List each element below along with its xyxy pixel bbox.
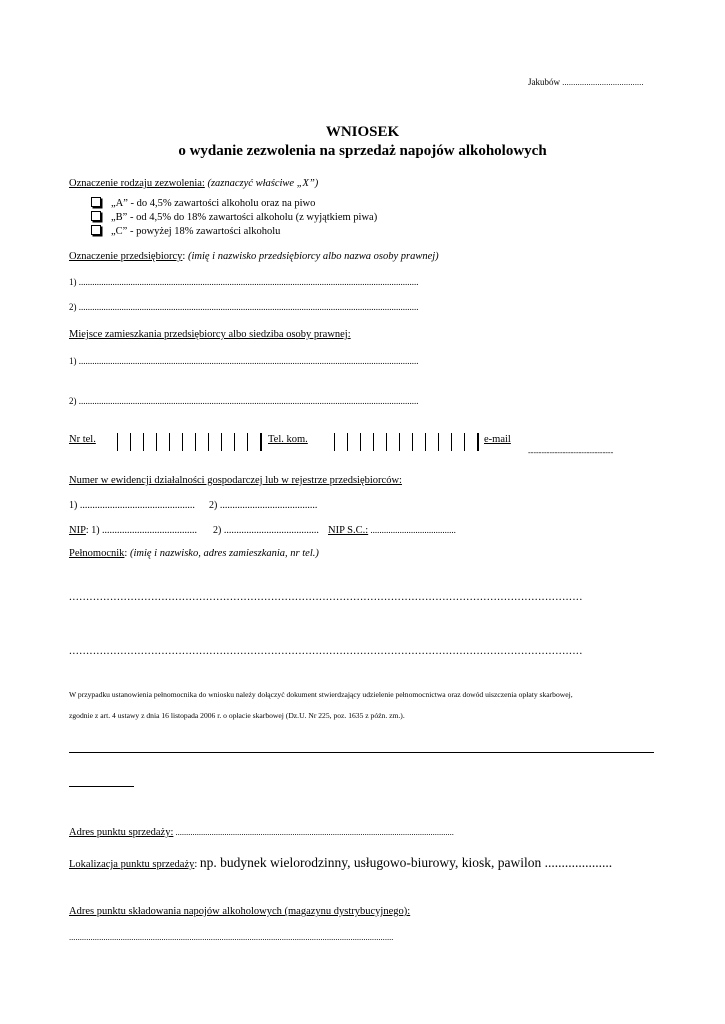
storage-label: Adres punktu składowania napojów alkoholowych (magazynu dystrybucyjnego): — [69, 906, 411, 917]
phone-digit-boxes[interactable] — [117, 433, 262, 451]
entrepreneur-field-1[interactable]: 1) ....................................................................................................................................................... — [69, 277, 419, 287]
residence-label: Miejsce zamieszkania przedsiębiorcy albo siedziba osoby prawnej: — [69, 329, 351, 340]
residence-field-1[interactable]: 1) ....................................................................................................................................................... — [69, 356, 419, 366]
attorney-note-line-1: W przypadku ustanowienia pełnomocnika do wniosku należy dołączyć dokument stwierdzający udzielenie pełnomocnictwa oraz dowód uiszczenia opłaty skarbowej, — [69, 690, 573, 699]
attorney-section: Pełnomocnik: (imię i nazwisko, adres zamieszkania, nr tel.) — [69, 548, 319, 559]
email-label: e-mail — [484, 434, 511, 445]
permit-option-b[interactable]: „B” - od 4,5% do 18% zawartości alkoholu (z wyjątkiem piwa) — [91, 211, 377, 223]
email-field[interactable]: -------------------------------- — [528, 448, 614, 457]
phone-label: Nr tel. — [69, 434, 96, 445]
permit-type-section — [69, 178, 318, 189]
nip-sc-field[interactable]: ...................................... — [368, 525, 456, 535]
permit-type-label: Oznaczenie rodzaju zezwolenia: — [69, 178, 205, 189]
checkbox-icon[interactable] — [91, 197, 101, 207]
entrepreneur-field-2[interactable]: 2) ....................................................................................................................................................... — [69, 302, 419, 312]
mobile-label: Tel. kom. — [268, 434, 308, 445]
form-subtitle: o wydanie zezwolenia na sprzedaż napojów alkoholowych — [178, 143, 547, 159]
permit-option-a[interactable]: „A” - do 4,5% zawartości alkoholu oraz na piwo — [91, 197, 315, 209]
registry-field-1[interactable]: 1) .............................................. — [69, 500, 195, 511]
mobile-digit-boxes[interactable] — [334, 433, 479, 451]
registry-label: Numer w ewidencji działalności gospodarczej lub w rejestrze przedsiębiorców: — [69, 475, 402, 486]
attorney-hint: (imię i nazwisko, adres zamieszkania, nr tel.) — [129, 548, 319, 559]
sale-address-field[interactable]: ................................................................................................................................... — [173, 827, 454, 837]
sale-location-row: Lokalizacja punktu sprzedaży: np. budynek wielorodzinny, usługowo-biurowy, kiosk, pawilon .................... — [69, 855, 613, 870]
permit-type-hint: (zaznaczyć właściwe „X”) — [207, 178, 319, 189]
nip-sc-label: NIP S.C.: — [328, 525, 369, 536]
sale-location-field[interactable]: np. budynek wielorodzinny, usługowo-biurowy, kiosk, pawilon .................... — [199, 855, 613, 870]
residence-field-2[interactable]: 2) ....................................................................................................................................................... — [69, 396, 419, 406]
entrepreneur-section: Oznaczenie przedsiębiorcy: (imię i nazwisko przedsiębiorcy albo nazwa osoby prawnej) — [69, 251, 439, 262]
checkbox-icon[interactable] — [91, 211, 101, 221]
storage-field[interactable]: ....................................................................................................................................................... — [69, 932, 394, 942]
nip-sc-row — [328, 525, 456, 536]
attorney-note-line-2: zgodnie z art. 4 ustawy z dnia 16 listopada 2006 r. o opłacie skarbowej (Dz.U. Nr 225, poz. 1635 z późn. zm.). — [69, 711, 405, 720]
entrepreneur-label: Oznaczenie przedsiębiorcy — [69, 251, 183, 262]
separator-line-short — [69, 786, 134, 787]
place-label: Jakubów — [528, 77, 560, 87]
sale-address-row — [69, 827, 454, 838]
place-dots: ..................................... — [562, 78, 644, 87]
place-date-field[interactable] — [528, 77, 644, 87]
attorney-field-1[interactable]: ...................................................................................................................................................... — [69, 591, 583, 603]
registry-field-2[interactable]: 2) ....................................... — [209, 500, 318, 511]
form-title: WNIOSEK — [325, 124, 400, 140]
attorney-field-2[interactable]: ...................................................................................................................................................... — [69, 645, 583, 657]
sale-address-label: Adres punktu sprzedaży: — [69, 827, 174, 838]
permit-option-c[interactable]: „C” - powyżej 18% zawartości alkoholu — [91, 225, 280, 237]
entrepreneur-hint: (imię i nazwisko przedsiębiorcy albo nazwa osoby prawnej) — [187, 251, 439, 262]
separator-line — [69, 752, 654, 753]
attorney-label: Pełnomocnik — [69, 548, 125, 559]
nip-row — [69, 525, 197, 536]
nip-field-1[interactable]: : 1) ...................................... — [85, 525, 198, 536]
sale-location-label: Lokalizacja punktu sprzedaży — [69, 859, 195, 870]
nip-label: NIP — [69, 525, 86, 536]
checkbox-icon[interactable] — [91, 225, 101, 235]
nip-field-2[interactable]: 2) ...................................... — [213, 525, 319, 536]
